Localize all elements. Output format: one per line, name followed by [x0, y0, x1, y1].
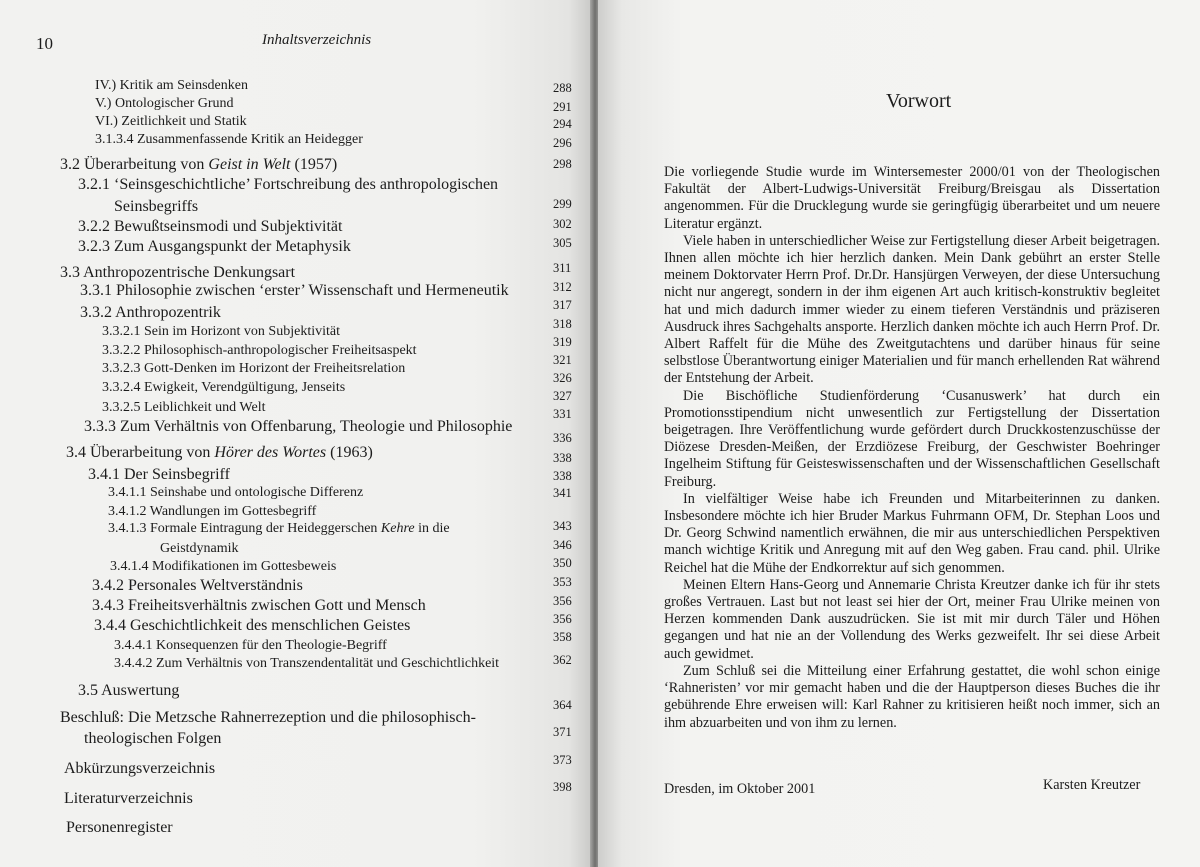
toc-page-number: 305: [553, 236, 572, 250]
toc-entry-title: Seinsbegriffs: [114, 198, 199, 215]
toc-page-number: 338: [553, 451, 572, 465]
toc-page-number: 373: [553, 753, 572, 767]
running-head: Inhaltsverzeichnis: [262, 32, 372, 48]
toc-entry-title: Abkürzungsverzeichnis: [64, 760, 216, 777]
toc-entry-title: 3.3 Anthropozentrische Denkungsart: [60, 264, 296, 281]
toc-page-number: 299: [553, 197, 572, 211]
toc-entry-title: 3.3.2 Anthropozentrik: [80, 304, 221, 321]
toc-page-number: 343: [553, 519, 572, 533]
toc-entry-title: 3.4.1 Der Seinsbegriff: [88, 466, 230, 483]
toc-page-number: 336: [553, 431, 572, 445]
toc-page-number: 296: [553, 136, 572, 150]
preface-body: [664, 164, 1160, 732]
toc-entry-title: 3.2.3 Zum Ausgangspunkt der Metaphysik: [78, 238, 351, 255]
toc-entry-title: VI.) Zeitlichkeit und Statik: [95, 114, 247, 129]
toc-page-number: 356: [553, 594, 572, 608]
toc-page-number: 319: [553, 335, 572, 349]
toc-entry-title: 3.4.1.1 Seinshabe und ontologische Differenz: [108, 485, 364, 500]
toc-entry-title: 3.4.4.1 Konsequenzen für den Theologie-Begriff: [114, 638, 387, 653]
preface-paragraph: In vielfältiger Weise habe ich Freunden und Mitarbeiterinnen zu danken. Insbesondere möchte ich hier Bruder Markus Fuhrmann OFM, Dr. Stephan Loos und Dr. Georg Schwind namentlich erwähnen, die mir aus unterschiedlichen Perspektiven manch wichtige Kritik und Anregung mit auf den Weg gaben. Frau cand. phil. Ulrike Reichel hat die Mühe der Endkorrektur auf sich genommen.: [664, 490, 1160, 576]
toc-entry-title: 3.3.3 Zum Verhältnis von Offenbarung, Theologie und Philosophie: [84, 418, 513, 435]
toc-entry-title: 3.3.1 Philosophie zwischen ‘erster’ Wissenschaft und Hermeneutik: [80, 282, 509, 299]
toc-page-number: 356: [553, 612, 572, 626]
toc-page-number: 398: [553, 780, 572, 794]
toc-page-number: 321: [553, 353, 572, 367]
left-page-toc: [0, 0, 592, 867]
toc-entry-title: 3.2 Überarbeitung von Geist in Welt (1957): [60, 156, 338, 173]
preface-paragraph: Meinen Eltern Hans-Georg und Annemarie Christa Kreutzer danke ich für ihr stets großes Vertrauen. Last but not least sei hier der Ort, meiner Frau Ulrike meinen von Herzen kommenden Dank auszudrücken. Sie ist mit mir durch Täler und Höhen gegangen und hat nie an der Vollendung des Werks gezweifelt. Ihr sei diese Arbeit auch gewidmet.: [664, 576, 1160, 662]
toc-entry-title: 3.3.2.5 Leiblichkeit und Welt: [102, 400, 266, 415]
toc-entry-title: Beschluß: Die Metzsche Rahnerrezeption und die philosophisch-: [60, 709, 476, 726]
toc-entry-title: 3.3.2.3 Gott-Denken im Horizont der Freiheitsrelation: [102, 361, 406, 376]
toc-entry-title: IV.) Kritik am Seinsdenken: [95, 78, 248, 93]
toc-page-number: 312: [553, 280, 572, 294]
toc-entry-title: V.) Ontologischer Grund: [95, 96, 234, 111]
toc-page-number: 288: [553, 81, 572, 95]
toc-entry-title: 3.4.1.4 Modifikationen im Gottesbeweis: [110, 559, 337, 574]
preface-author: Karsten Kreutzer: [1043, 777, 1141, 793]
toc-page-number: 318: [553, 317, 572, 331]
toc-page-number: 362: [553, 653, 572, 667]
toc-entry-title: 3.4.3 Freiheitsverhältnis zwischen Gott und Mensch: [92, 597, 426, 614]
preface-title: Vorwort: [886, 90, 952, 112]
toc-page-number: 350: [553, 556, 572, 570]
toc-entry-title: 3.4.1.2 Wandlungen im Gottesbegriff: [108, 504, 317, 519]
preface-paragraph: Die Bischöfliche Studienförderung ‘Cusanuswerk’ hat durch ein Promotionsstipendium nicht unwesentlich zur Fertigstellung der Dissertation beigetragen. Ihre Veröffentlichung wurde gefördert durch Druckkostenzuschüsse der Diözese Dresden-Meißen, der Erzdiözese Freiburg, der Geschwister Boehringer Ingelheim Stiftung für Geisteswissenschaften und der Wissenschaftlichen Gesellschaft Freiburg.: [664, 387, 1160, 490]
toc-page-number: 364: [553, 698, 572, 712]
toc-page-number: 371: [553, 725, 572, 739]
toc-entry-title: 3.1.3.4 Zusammenfassende Kritik an Heidegger: [95, 132, 363, 147]
toc-page-number: 298: [553, 157, 572, 171]
preface-paragraph: Viele haben in unterschiedlicher Weise zur Fertigstellung dieser Arbeit beigetragen. Ihnen allen möchte ich hier herzlich danken. Mein Dank gebührt an erster Stelle meinem Doktorvater Herrn Prof. Dr.Dr. Hansjürgen Verweyen, der diese Untersuchung nicht nur angeregt, sondern in der ihm eigenen Art auch kritisch-konstruktiv begleitet hat und mich dadurch immer wieder zu einem tieferen Verständnis und präziseren Ausdruck ihres Sachgehalts ansporte. Herzlich danken möchte ich auch Herrn Prof. Dr. Albert Raffelt für die Mühe des Zweitgutachtens und darüber hinaus für seine selbstlose Überantwortung einiger Materialien und für manch erhellenden Rat während der Entstehung der Arbeit.: [664, 232, 1160, 387]
toc-page-number: 358: [553, 630, 572, 644]
toc-entry-title: 3.4.4 Geschichtlichkeit des menschlichen Geistes: [94, 617, 411, 634]
toc-entry-title: 3.4.4.2 Zum Verhältnis von Transzendentalität und Geschichtlichkeit: [114, 656, 500, 671]
toc-entry-title: 3.4.2 Personales Weltverständnis: [92, 577, 303, 594]
page-number: 10: [36, 34, 53, 53]
toc-page-number: 311: [553, 261, 572, 275]
toc-entry-title: 3.3.2.2 Philosophisch-anthropologischer Freiheitsaspekt: [102, 343, 417, 358]
toc-page-number: 291: [553, 100, 572, 114]
toc-entry-title: Literaturverzeichnis: [64, 790, 193, 807]
toc-entry-title: theologischen Folgen: [84, 730, 222, 747]
toc-entry-title: 3.2.1 ‘Seinsgeschichtliche’ Fortschreibung des anthropologischen: [78, 176, 499, 193]
toc-page-number: 327: [553, 389, 572, 403]
toc-entry-title: 3.2.2 Bewußtseinsmodi und Subjektivität: [78, 218, 343, 235]
toc-entry-title: 3.3.2.1 Sein im Horizont von Subjektivität: [102, 324, 340, 339]
toc-page-number: 353: [553, 575, 572, 589]
toc-entry-title: 3.4 Überarbeitung von Hörer des Wortes (1963): [66, 444, 373, 461]
toc-entry-title: Geistdynamik: [160, 541, 239, 556]
preface-paragraph: Zum Schluß sei die Mitteilung einer Erfahrung gestattet, die wohl schon einige ‘Rahneristen’ vor mir gemacht haben und die der Hauptperson dieses Buches die ihr gebührende Ehre erweisen will: Karl Rahner zu kritisieren heißt noch immer, sich an ihm abzuarbeiten und von ihm zu lernen.: [664, 662, 1160, 731]
toc-page-number: 331: [553, 407, 572, 421]
toc-entry-title: 3.4.1.3 Formale Eintragung der Heideggerschen Kehre in die: [108, 521, 450, 536]
toc-page-number: 317: [553, 298, 572, 312]
toc-page-number: 302: [553, 217, 572, 231]
toc-entry-title: 3.5 Auswertung: [78, 682, 180, 699]
toc-entry-title: Personenregister: [66, 819, 173, 836]
preface-place-date: Dresden, im Oktober 2001: [664, 781, 816, 797]
toc-page-number: 294: [553, 117, 572, 131]
toc-page-number: 338: [553, 469, 572, 483]
toc-page-number: 326: [553, 371, 572, 385]
toc-page-number: 341: [553, 486, 572, 500]
toc-entry-title: 3.3.2.4 Ewigkeit, Verendgültigung, Jenseits: [102, 380, 346, 395]
preface-paragraph: Die vorliegende Studie wurde im Wintersemester 2000/01 von der Theologischen Fakultät der Albert-Ludwigs-Universität Freiburg/Breisgau als Dissertation angenommen. Für die Drucklegung wurde sie geringfügig überarbeitet und um neuere Literatur ergänzt.: [664, 164, 1160, 232]
toc-page-number: 346: [553, 538, 572, 552]
